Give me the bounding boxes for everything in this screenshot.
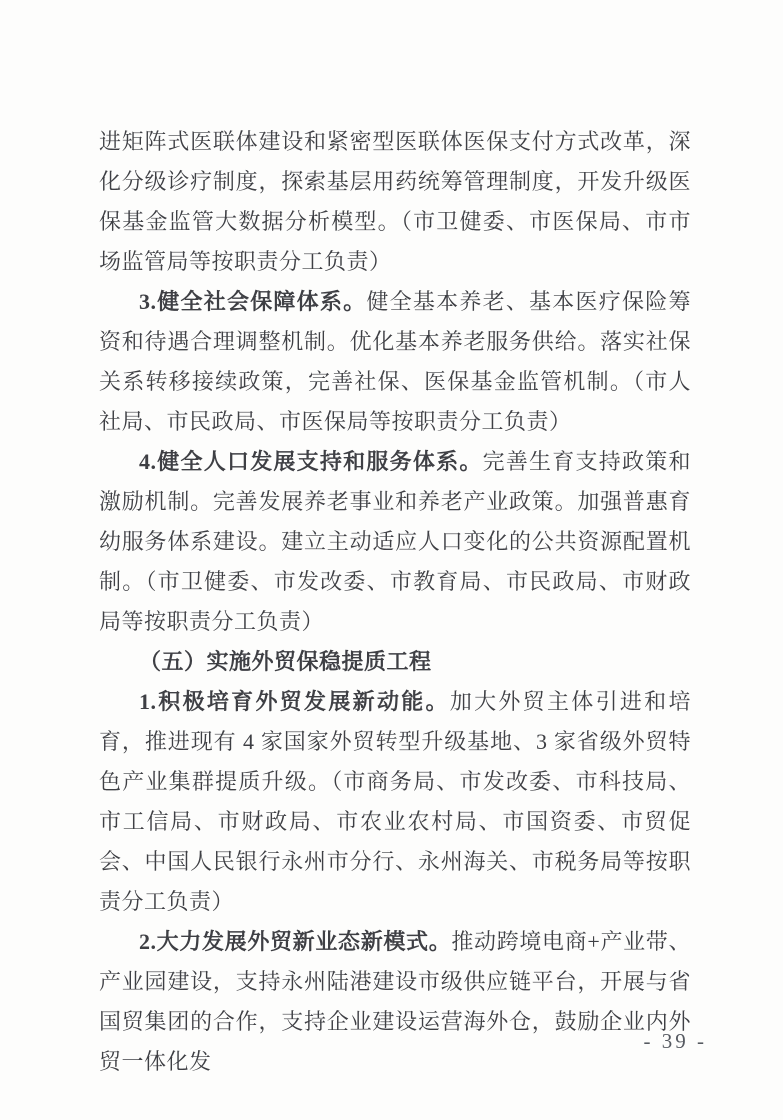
paragraph-text: 完善生育支持政策和激励机制。完善发展养老事业和养老产业政策。加强普惠育幼服务体系建设。建立主动适应人口变化的公共资源配置机制。（市卫健委、市发改委、市教育局、市民政局、市财政局等按职责分工负责） (99, 449, 691, 634)
document-body (99, 122, 691, 1082)
paragraph-lead: 3.健全社会保障体系。 (139, 289, 367, 314)
paragraph-text: 进矩阵式医联体建设和紧密型医联体医保支付方式改革，深化分级诊疗制度，探索基层用药统筹管理制度，开发升级医保基金监管大数据分析模型。（市卫健委、市医保局、市市场监管局等按职责分工负责） (99, 129, 691, 274)
paragraph-lead: 4.健全人口发展支持和服务体系。 (139, 449, 483, 474)
paragraph-text: 加大外贸主体引进和培育，推进现有 4 家国家外贸转型升级基地、3 家省级外贸特色产业集群提质升级。（市商务局、市发改委、市科技局、市工信局、市财政局、市农业农村局、市国资委、市贸促会、中国人民银行永州市分行、永州海关、市税务局等按职责分工负责） (99, 689, 691, 914)
paragraph-item-4 (99, 442, 691, 642)
paragraph-text: 健全基本养老、基本医疗保险筹资和待遇合理调整机制。优化基本养老服务供给。落实社保关系转移接续政策，完善社保、医保基金监管机制。（市人社局、市民政局、市医保局等按职责分工负责） (99, 289, 691, 434)
paragraph-lead: 2.大力发展外贸新业态新模式。 (139, 929, 452, 954)
paragraph-lead: 1.积极培育外贸发展新动能。 (139, 689, 450, 714)
section-heading-text: （五）实施外贸保稳提质工程 (139, 649, 432, 674)
paragraph-continuation (99, 122, 691, 282)
section-heading (99, 642, 691, 682)
paragraph-text: 推动跨境电商+产业带、产业园建设，支持永州陆港建设市级供应链平台，开展与省国贸集团的合作，支持企业建设运营海外仓，鼓励企业内外贸一体化发 (99, 929, 691, 1074)
page-number: - 39 - (643, 1029, 707, 1053)
paragraph-item-2 (99, 922, 691, 1082)
paragraph-item-3 (99, 282, 691, 442)
paragraph-item-1 (99, 682, 691, 922)
